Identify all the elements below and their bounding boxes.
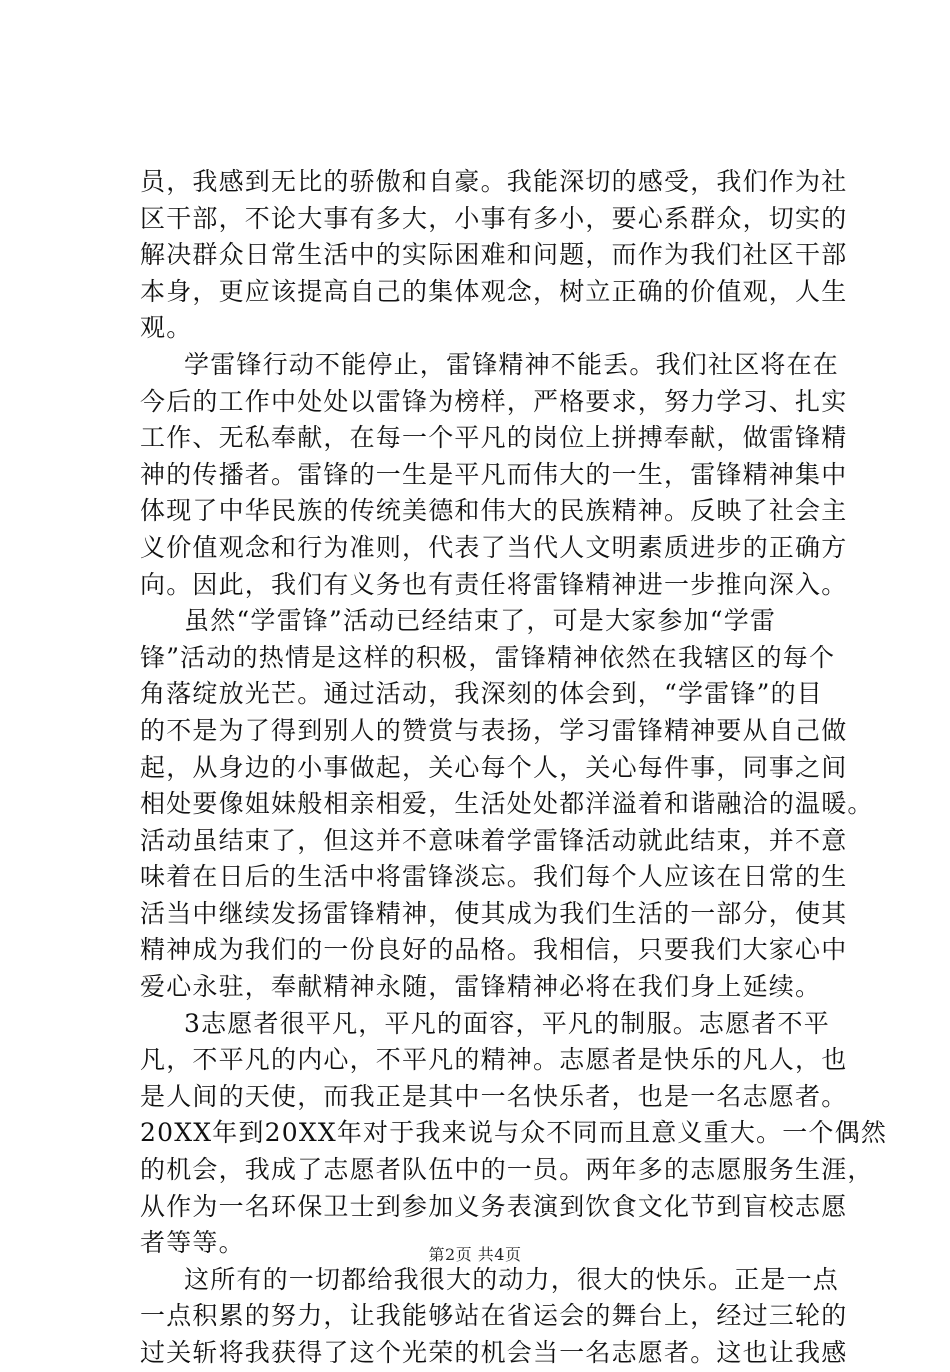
text-line: 从作为一名环保卫士到参加义务表演到饮食文化节到盲校志愿 <box>140 1191 848 1221</box>
text-line: 角落绽放光芒。通过活动，我深刻的体会到，“学雷锋”的目 <box>140 679 823 709</box>
text-line: 工作、无私奉献，在每一个平凡的岗位上拼搏奉献，做雷锋精 <box>140 423 848 453</box>
text-line: 味着在日后的生活中将雷锋淡忘。我们每个人应该在日常的生 <box>140 862 848 892</box>
text-line: 员，我感到无比的骄傲和自豪。我能深切的感受，我们作为社 <box>140 167 848 196</box>
text-line: 锋”活动的热情是这样的积极，雷锋精神依然在我辖区的每个 <box>140 642 836 672</box>
page-number-footer: 第2页 共4页 <box>428 1245 522 1264</box>
text-line: 活当中继续发扬雷锋精神，使其成为我们生活的一部分，使其 <box>140 898 848 928</box>
text-line: 观。 <box>140 313 193 343</box>
text-line: 神的传播者。雷锋的一生是平凡而伟大的一生，雷锋精神集中 <box>140 459 848 489</box>
text-line: 一点积累的努力，让我能够站在省运会的舞台上，经过三轮的 <box>140 1301 848 1331</box>
text-line: 爱心永驻，奉献精神永随，雷锋精神必将在我们身上延续。 <box>140 972 822 1002</box>
text-line: 向。因此，我们有义务也有责任将雷锋精神进一步推向深入。 <box>140 569 848 599</box>
text-line: 活动虽结束了，但这并不意味着学雷锋活动就此结束，并不意 <box>140 825 848 855</box>
body-text <box>140 164 888 1372</box>
paragraph-start-line: 3志愿者很平凡，平凡的面容，平凡的制服。志愿者不平 <box>184 1008 830 1038</box>
text-line: 起，从身边的小事做起，关心每个人，关心每件事，同事之间 <box>140 752 848 782</box>
text-line: 区干部，不论大事有多大，小事有多小，要心系群众，切实的 <box>140 203 848 233</box>
text-line: 今后的工作中处处以雷锋为榜样，严格要求，努力学习、扎实 <box>140 386 848 416</box>
text-line: 者等等。 <box>140 1228 245 1258</box>
text-line: 凡，不平凡的内心，不平凡的精神。志愿者是快乐的凡人，也 <box>140 1045 848 1075</box>
text-line: 体现了中华民族的传统美德和伟大的民族精神。反映了社会主 <box>140 496 848 526</box>
text-line: 的机会，我成了志愿者队伍中的一员。两年多的志愿服务生涯， <box>140 1155 874 1185</box>
text-line: 本身，更应该提高自己的集体观念，树立正确的价值观，人生 <box>140 276 848 306</box>
paragraph-start-line: 学雷锋行动不能停止，雷锋精神不能丢。我们社区将在在 <box>184 349 840 379</box>
text-line: 的不是为了得到别人的赞赏与表扬，学习雷锋精神要从自己做 <box>140 715 848 745</box>
text-line: 过关斩将我获得了这个光荣的机会当一名志愿者。这也让我感 <box>140 1338 848 1367</box>
text-line: 解决群众日常生活中的实际困难和问题，而作为我们社区干部 <box>140 240 848 270</box>
text-line: 相处要像姐妹般相亲相爱，生活处处都洋溢着和谐融洽的温暖。 <box>140 789 874 819</box>
text-line: 精神成为我们的一份良好的品格。我相信，只要我们大家心中 <box>140 935 848 965</box>
text-line: 20XX年到20XX年对于我来说与众不同而且意义重大。一个偶然 <box>140 1118 888 1148</box>
paragraph-start-line: 虽然“学雷锋”活动已经结束了，可是大家参加“学雷 <box>184 606 777 636</box>
text-line: 是人间的天使，而我正是其中一名快乐者，也是一名志愿者。 <box>140 1081 848 1111</box>
text-line: 义价值观念和行为准则，代表了当代人文明素质进步的正确方 <box>140 532 848 562</box>
paragraph-start-line: 这所有的一切都给我很大的动力，很大的快乐。正是一点 <box>184 1264 840 1294</box>
